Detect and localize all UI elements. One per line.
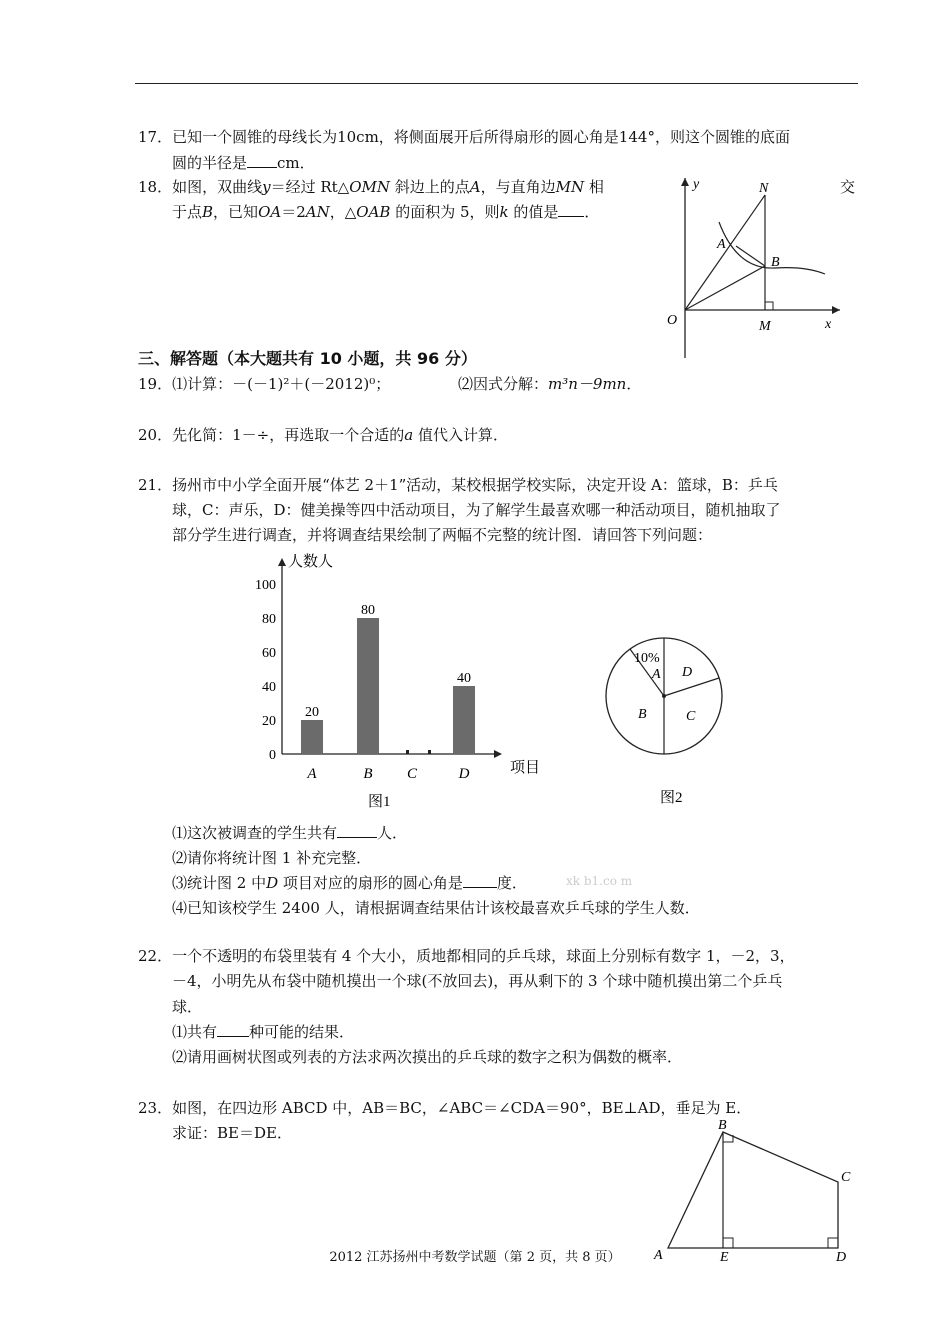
q21-sub1: ⑴这次被调查的学生共有 人． — [172, 824, 408, 842]
watermark: xk b1.co m — [566, 874, 633, 888]
label-O: O — [667, 313, 678, 328]
bar-value-label-A: 20 — [305, 705, 319, 720]
y-tick-label-100: 100 — [255, 578, 276, 593]
y-tick-label-20: 20 — [262, 714, 276, 729]
q21-sub1-blank[interactable] — [337, 823, 377, 838]
label-C: C — [841, 1170, 851, 1185]
q21-line1: 21．扬州市中小学全面开展“体艺 2＋1”活动，某校根据学校实际，决定开设 A：篮球，B：乒乓 — [138, 476, 778, 494]
x-axis-arrow-icon — [832, 306, 840, 314]
q23-line1: 23．如图，在四边形 ABCD 中，AB＝BC，∠ABC＝∠CDA＝90°，BE⊥AD，垂足为 E． — [138, 1099, 752, 1117]
x-category-label-A: A — [307, 766, 317, 782]
bar-value-label-D: 40 — [457, 671, 471, 686]
y-tick-label-0: 0 — [269, 748, 276, 763]
bar-chart-ylabel: 人数人 — [288, 554, 334, 570]
q22-sub1: ⑴共有 种可能的结果． — [172, 1023, 355, 1041]
q17-line2: 圆的半径是 cm． — [172, 154, 315, 172]
bar-C-placeholder-mark — [428, 750, 431, 754]
bar-C-placeholder-mark — [406, 750, 409, 754]
q22-line2: －4，小明先从布袋中随机摸出一个球(不放回去)，再从剩下的 3 个球中随机摸出第二个乒乓 — [172, 972, 783, 990]
pie-slice-D-label: D — [682, 665, 693, 680]
segment-ON — [685, 195, 765, 310]
bar-D — [453, 686, 475, 754]
q18-line1: 18．如图，双曲线y＝经过 Rt△OMN 斜边上的点A，与直角边MN 相 — [138, 178, 604, 196]
q22-sub1-blank[interactable] — [217, 1022, 249, 1037]
y-tick-label-80: 80 — [262, 612, 276, 627]
x-category-label-D: D — [458, 766, 470, 782]
bar-chart-xlabel: 项目 — [510, 760, 541, 776]
q19-line: 19．⑴计算：－(－1)²＋(－2012)⁰； — [138, 375, 391, 393]
pie-slice-A-label: A — [652, 667, 661, 682]
q21-line2: 球，C：声乐，D：健美操等四中活动项目，为了解学生最喜欢哪一种活动项目，随机抽取了 — [172, 501, 781, 519]
q19-part2: ⑵因式分解：m³n－9mn． — [458, 375, 642, 393]
y-tick-label-60: 60 — [262, 646, 276, 661]
label-E: E — [720, 1250, 729, 1265]
q18-line1-right: 交 — [840, 178, 856, 196]
pie-slice-C-label: C — [686, 709, 696, 724]
pie-slice-B-label: B — [638, 707, 647, 722]
segment-OB — [685, 266, 765, 310]
q17-answer-blank[interactable] — [247, 153, 277, 168]
q21-sub3: ⑶统计图 2 中D 项目对应的扇形的圆心角是 度． — [172, 874, 527, 892]
figure1-caption: 图1 — [368, 794, 391, 810]
q20-line: 20．先化简：1－÷，再选取一个合适的a 值代入计算． — [138, 426, 508, 444]
right-angle-mark — [765, 302, 773, 310]
bar-value-label-B: 80 — [361, 603, 375, 618]
label-D: D — [836, 1250, 847, 1265]
label-x: x — [825, 317, 832, 332]
q21-sub2: ⑵请你将统计图 1 补充完整． — [172, 849, 372, 867]
q21-sub4: ⑷已知该校学生 2400 人，请根据调查结果估计该校最喜欢乒乓球的学生人数． — [172, 899, 700, 917]
q22-sub2: ⑵请用画树状图或列表的方法求两次摸出的乒乓球的数字之积为偶数的概率． — [172, 1048, 683, 1066]
y-tick-label-40: 40 — [262, 680, 276, 695]
label-B: B — [718, 1118, 727, 1133]
label-B: B — [771, 255, 780, 270]
label-N: N — [759, 181, 769, 196]
q23-line2: 求证：BE＝DE． — [172, 1124, 292, 1142]
q22-line1: 22．一个不透明的布袋里装有 4 个大小，质地都相同的乒乓球，球面上分别标有数字 1，－2，3， — [138, 947, 795, 965]
label-y: y — [693, 177, 700, 192]
q18-line2: 于点B，已知OA＝2AN，△OAB 的面积为 5，则k 的值是 ． — [172, 203, 600, 221]
bar-chart-x-arrow-icon — [494, 750, 502, 758]
label-A: A — [717, 237, 726, 252]
q22-line3: 球． — [172, 998, 203, 1016]
y-axis-arrow-icon — [681, 178, 689, 186]
pie-divider-D-C — [664, 678, 719, 696]
q18-answer-blank[interactable] — [558, 202, 584, 217]
pie-center — [662, 694, 666, 698]
x-category-label-B: B — [363, 766, 373, 782]
x-category-label-C: C — [406, 766, 418, 782]
section3-heading: 三、解答题（本大题共有 10 小题，共 96 分） — [138, 349, 477, 368]
bar-chart-y-arrow-icon — [278, 558, 286, 566]
bar-chart-figure1 — [240, 548, 560, 818]
pie-slice-A-percent: 10% — [634, 651, 660, 666]
quadrilateral-ABCD — [668, 1132, 838, 1248]
q21-sub3-blank[interactable] — [463, 873, 497, 888]
bar-B — [357, 618, 379, 754]
header-rule — [135, 83, 858, 84]
q17-line1: 17．已知一个圆锥的母线长为10cm，将侧面展开后所得扇形的圆心角是144°，则这个圆锥的底面 — [138, 128, 790, 146]
label-M: M — [759, 319, 771, 334]
pie-chart-figure2 — [600, 628, 728, 818]
q18-figure — [655, 170, 855, 365]
bar-A — [301, 720, 323, 754]
page-footer: 2012 江苏扬州中考数学试题（第 2 页，共 8 页） — [329, 1250, 621, 1265]
label-A: A — [654, 1248, 663, 1263]
q21-line3: 部分学生进行调查，并将调查结果绘制了两幅不完整的统计图．请回答下列问题： — [172, 526, 713, 544]
figure2-caption: 图2 — [660, 790, 683, 806]
